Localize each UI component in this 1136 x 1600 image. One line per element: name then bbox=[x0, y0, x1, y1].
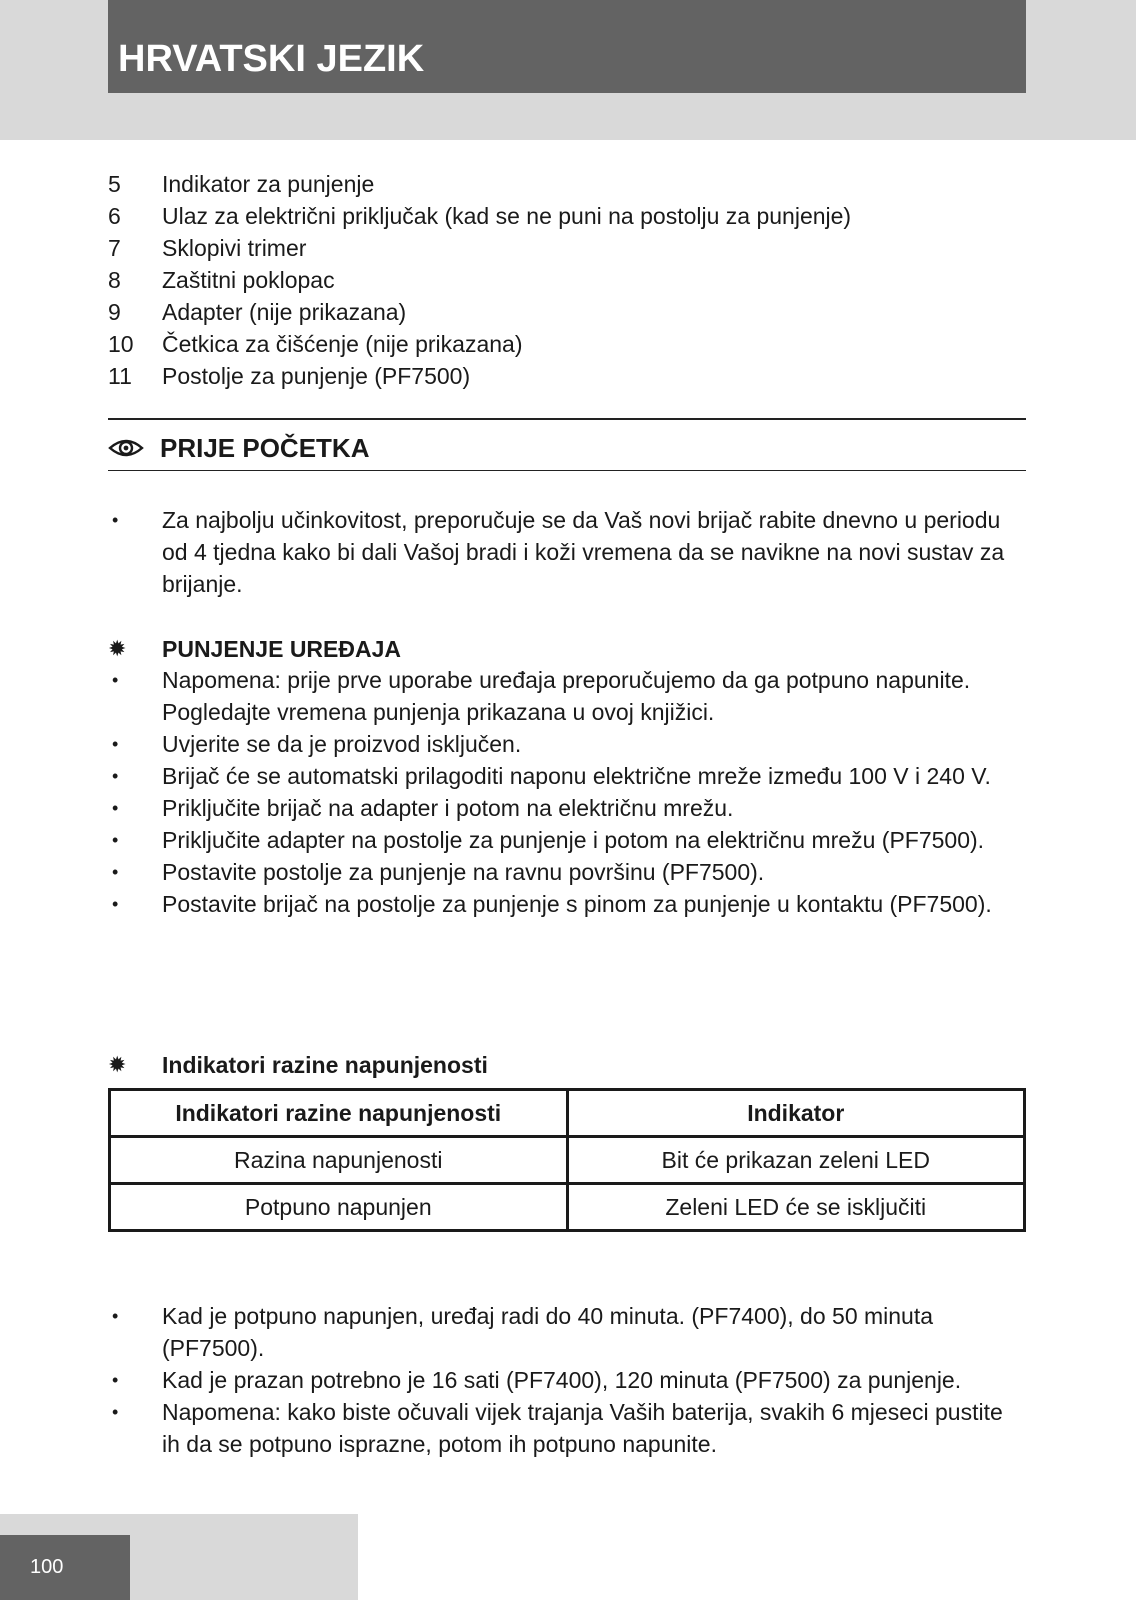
bullet-marker: • bbox=[112, 1370, 119, 1390]
bullet-item bbox=[108, 1396, 1026, 1460]
final-bullets bbox=[108, 1300, 1026, 1460]
column-header: Indikator bbox=[567, 1090, 1025, 1137]
bullet-marker: • bbox=[112, 1402, 119, 1422]
bullet-text: Priključite adapter na postolje za punjenje i potom na električnu mrežu (PF7500). bbox=[162, 827, 985, 853]
item-text: Indikator za punjenje bbox=[162, 170, 375, 197]
bullet-text: Napomena: kako biste očuvali vijek trajanja Vaših baterija, svakih 6 mjeseci pustite ih da se potpuno isprazne, potom ih potpuno napunite. bbox=[162, 1399, 1003, 1457]
eye-icon bbox=[108, 436, 144, 460]
list-item bbox=[108, 328, 1028, 360]
table-row bbox=[110, 1184, 1025, 1231]
indicators-heading bbox=[108, 1048, 488, 1082]
indicators-title: Indikatori razine napunjenosti bbox=[162, 1051, 488, 1078]
bullet-text: Kad je potpuno napunjen, uređaj radi do 40 minuta. (PF7400), do 50 minuta (PF7500). bbox=[162, 1303, 934, 1361]
item-text: Postolje za punjenje (PF7500) bbox=[162, 362, 471, 389]
page-title: HRVATSKI JEZIK bbox=[118, 38, 425, 80]
list-item bbox=[108, 232, 1028, 264]
charging-title: PUNJENJE UREĐAJA bbox=[162, 635, 402, 662]
star-burst-icon: ✹ bbox=[108, 636, 127, 661]
bullet-text: Uvjerite se da je proizvod isključen. bbox=[162, 731, 522, 757]
bullet-text: Brijač će se automatski prilagoditi naponu električne mreže između 100 V i 240 V. bbox=[162, 763, 991, 789]
bullet-item bbox=[108, 1364, 1026, 1396]
list-item bbox=[108, 360, 1028, 392]
item-text: Četkica za čišćenje (nije prikazana) bbox=[162, 330, 523, 357]
list-item bbox=[108, 264, 1028, 296]
page-number-tab bbox=[0, 1535, 130, 1600]
table-cell: Razina napunjenosti bbox=[110, 1137, 568, 1184]
bullet-item bbox=[108, 888, 1026, 920]
bullet-item bbox=[108, 760, 1026, 792]
charging-heading bbox=[108, 632, 401, 666]
bullet-text: Napomena: prije prve uporabe uređaja preporučujemo da ga potpuno napunite. Pogledajte vremena punjenja prikazana u ovoj knjižici. bbox=[162, 667, 971, 725]
column-header: Indikatori razine napunjenosti bbox=[110, 1090, 568, 1137]
item-number: 8 bbox=[108, 266, 121, 293]
bullet-marker: • bbox=[112, 830, 119, 850]
parts-list bbox=[108, 168, 1028, 392]
table-row bbox=[110, 1137, 1025, 1184]
page-number: 100 bbox=[30, 1556, 64, 1578]
bullet-item bbox=[108, 664, 1026, 728]
table-header-row bbox=[110, 1090, 1025, 1137]
item-number: 11 bbox=[108, 362, 132, 389]
item-number: 5 bbox=[108, 170, 121, 197]
table-cell: Zeleni LED će se isključiti bbox=[567, 1184, 1025, 1231]
intro-bullets bbox=[108, 504, 1026, 600]
bullet-item bbox=[108, 504, 1026, 600]
star-burst-icon: ✹ bbox=[108, 1052, 127, 1077]
charging-bullets bbox=[108, 664, 1026, 920]
bullet-item bbox=[108, 792, 1026, 824]
bullet-marker: • bbox=[112, 798, 119, 818]
bullet-item bbox=[108, 728, 1026, 760]
header-bar bbox=[108, 0, 1026, 93]
list-item bbox=[108, 200, 1028, 232]
item-text: Ulaz za električni priključak (kad se ne puni na postolju za punjenje) bbox=[162, 202, 852, 229]
table-cell: Potpuno napunjen bbox=[110, 1184, 568, 1231]
bullet-marker: • bbox=[112, 734, 119, 754]
bullet-text: Kad je prazan potrebno je 16 sati (PF7400), 120 minuta (PF7500) za punjenje. bbox=[162, 1367, 962, 1393]
bullet-text: Postavite brijač na postolje za punjenje s pinom za punjenje u kontaktu (PF7500). bbox=[162, 891, 992, 917]
bullet-text: Za najbolju učinkovitost, preporučuje se da Vaš novi brijač rabite dnevno u periodu od 4 tjedna kako bi dali Vašoj bradi i koži vremena da se navikne na novi sustav za brijanje. bbox=[162, 507, 1005, 597]
item-text: Zaštitni poklopac bbox=[162, 266, 335, 293]
bullet-item bbox=[108, 1300, 1026, 1364]
list-item bbox=[108, 296, 1028, 328]
item-text: Sklopivi trimer bbox=[162, 234, 307, 261]
section-heading bbox=[108, 428, 370, 468]
item-text: Adapter (nije prikazana) bbox=[162, 298, 407, 325]
indicator-table bbox=[108, 1088, 1026, 1232]
table-cell: Bit će prikazan zeleni LED bbox=[567, 1137, 1025, 1184]
item-number: 7 bbox=[108, 234, 121, 261]
section-title: PRIJE POČETKA bbox=[160, 432, 370, 463]
item-number: 10 bbox=[108, 330, 134, 357]
item-number: 9 bbox=[108, 298, 121, 325]
bullet-marker: • bbox=[112, 670, 119, 690]
bullet-marker: • bbox=[112, 510, 119, 530]
bullet-marker: • bbox=[112, 1306, 119, 1326]
bullet-text: Priključite brijač na adapter i potom na električnu mrežu. bbox=[162, 795, 734, 821]
bullet-item bbox=[108, 824, 1026, 856]
bullet-item bbox=[108, 856, 1026, 888]
bullet-text: Postavite postolje za punjenje na ravnu površinu (PF7500). bbox=[162, 859, 765, 885]
list-item bbox=[108, 168, 1028, 200]
bullet-marker: • bbox=[112, 894, 119, 914]
section-divider-top bbox=[108, 418, 1026, 420]
bullet-marker: • bbox=[112, 862, 119, 882]
section-divider-bottom bbox=[108, 470, 1026, 471]
bullet-marker: • bbox=[112, 766, 119, 786]
item-number: 6 bbox=[108, 202, 121, 229]
